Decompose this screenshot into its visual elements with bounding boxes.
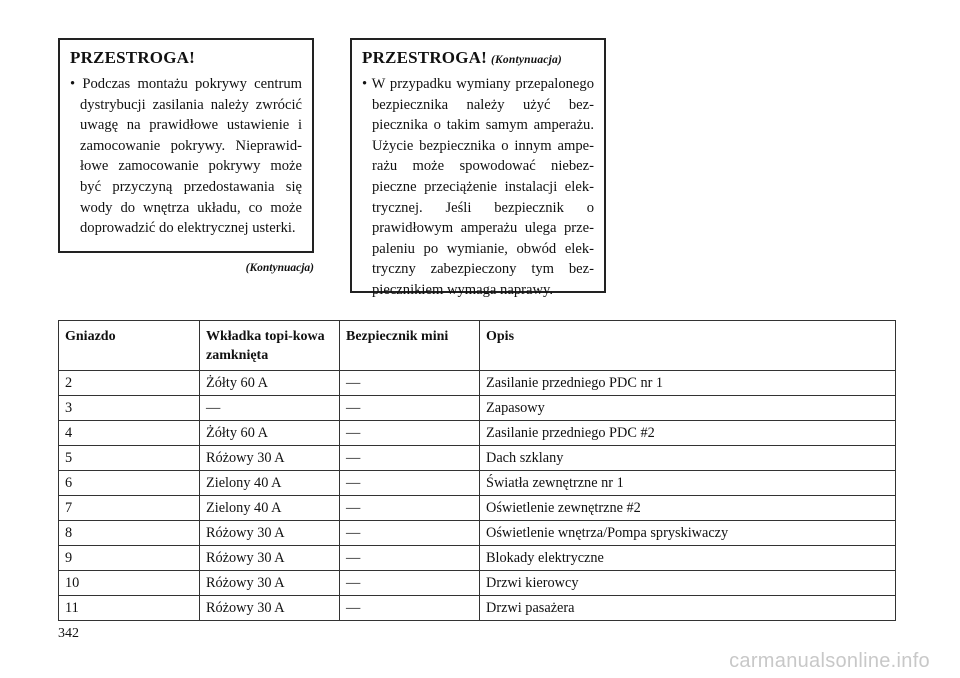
page-number: 342 — [58, 626, 79, 641]
cell-description: Światła zewnętrzne nr 1 — [480, 471, 896, 496]
watermark: carmanualsonline.info — [729, 650, 930, 672]
table-row — [59, 421, 896, 446]
cell-socket: 10 — [59, 571, 200, 596]
cell-cartridge: — — [200, 396, 340, 421]
table-row — [59, 521, 896, 546]
cell-description: Drzwi kierowcy — [480, 571, 896, 596]
table-row — [59, 371, 896, 396]
cell-cartridge: Różowy 30 A — [200, 596, 340, 621]
cell-cartridge: Różowy 30 A — [200, 446, 340, 471]
cell-description: Zapasowy — [480, 396, 896, 421]
cell-mini: — — [340, 446, 480, 471]
cell-description: Zasilanie przedniego PDC #2 — [480, 421, 896, 446]
cell-description: Oświetlenie zewnętrzne #2 — [480, 496, 896, 521]
cell-mini: — — [340, 546, 480, 571]
cell-mini: — — [340, 371, 480, 396]
cell-mini: — — [340, 596, 480, 621]
cell-cartridge: Różowy 30 A — [200, 571, 340, 596]
header-description: Opis — [480, 321, 896, 371]
table-row — [59, 546, 896, 571]
cell-cartridge: Żółty 60 A — [200, 421, 340, 446]
caution-continued-label: (Kontynuacja) — [491, 54, 562, 66]
header-socket: Gniazdo — [59, 321, 200, 371]
cell-socket: 2 — [59, 371, 200, 396]
caution-box-left — [58, 38, 314, 253]
table-row — [59, 571, 896, 596]
cell-socket: 6 — [59, 471, 200, 496]
cell-socket: 7 — [59, 496, 200, 521]
cell-description: Oświetlenie wnętrza/Pompa spryskiwaczy — [480, 521, 896, 546]
table-row — [59, 471, 896, 496]
cell-description: Dach szklany — [480, 446, 896, 471]
cell-mini: — — [340, 421, 480, 446]
cell-mini: — — [340, 496, 480, 521]
cell-description: Drzwi pasażera — [480, 596, 896, 621]
cell-socket: 11 — [59, 596, 200, 621]
fuse-table — [58, 320, 896, 621]
cell-cartridge: Żółty 60 A — [200, 371, 340, 396]
caution-title: PRZESTROGA! — [70, 48, 195, 67]
caution-title-text: PRZESTROGA! — [362, 48, 487, 67]
header-cartridge-fuse: Wkładka topi-kowa zamknięta — [200, 321, 340, 371]
table-row — [59, 446, 896, 471]
cell-description: Blokady elektryczne — [480, 546, 896, 571]
caution-text: • W przypadku wymiany przepalonego bezpiecznika należy użyć bezpiecznika o takim samym amperażu. Użycie bezpiecznika o innym amperażu może spowodować niebezpieczne przeciążenie instalacji elektrycznej. Jeśli bezpiecznik o prawidłowym amperażu ulega przepaleniu po wymianie, obwód elektryczny zabezpieczony tym bezpiecznikiem wymaga naprawy. — [362, 76, 594, 298]
cell-mini: — — [340, 521, 480, 546]
cell-cartridge: Różowy 30 A — [200, 546, 340, 571]
table-header-row — [59, 321, 896, 371]
table-row — [59, 496, 896, 521]
caution-text: • Podczas montażu pokrywy centrum dystrybucji zasilania należy zwrócić uwagę na prawidłowe ustawienie i zamocowanie pokrywy. Nieprawidłowe zamocowanie pokrywy może być przyczyną przedostawania się wody do wnętrza układu, co może doprowadzić do elektrycznej usterki. — [70, 76, 302, 237]
cell-socket: 8 — [59, 521, 200, 546]
table-row — [59, 596, 896, 621]
cell-description: Zasilanie przedniego PDC nr 1 — [480, 371, 896, 396]
cell-socket: 5 — [59, 446, 200, 471]
cell-cartridge: Zielony 40 A — [200, 471, 340, 496]
header-mini-fuse: Bezpiecznik mini — [340, 321, 480, 371]
cell-socket: 3 — [59, 396, 200, 421]
cell-mini: — — [340, 471, 480, 496]
cell-socket: 9 — [59, 546, 200, 571]
cell-cartridge: Zielony 40 A — [200, 496, 340, 521]
cell-socket: 4 — [59, 421, 200, 446]
caution-box-right — [350, 38, 606, 298]
caution-title-continued — [362, 48, 594, 68]
cell-mini: — — [340, 571, 480, 596]
table-row — [59, 396, 896, 421]
continued-note: (Kontynuacja) — [245, 262, 314, 274]
cell-mini: — — [340, 396, 480, 421]
cell-cartridge: Różowy 30 A — [200, 521, 340, 546]
